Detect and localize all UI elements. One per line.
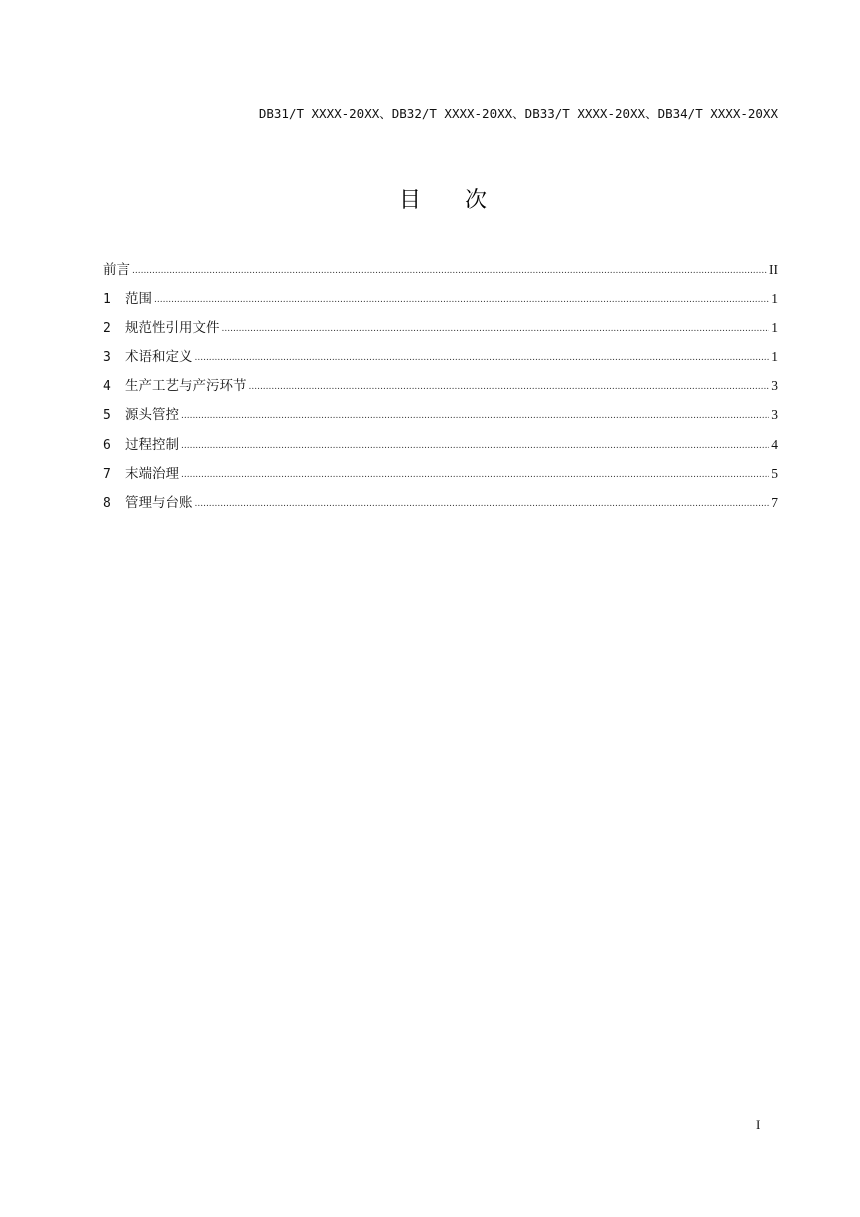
toc-entry-number: 8: [103, 495, 111, 511]
toc-entry-label: 前言: [103, 262, 130, 278]
toc-leader-dots: [195, 494, 770, 514]
table-of-contents: [103, 260, 778, 522]
toc-entry-page: 1: [771, 291, 778, 307]
toc-entry-1[interactable]: [103, 289, 778, 318]
standard-codes-header: DB31/T XXXX-20XX、DB32/T XXXX-20XX、DB33/T XXXX-20XX、DB34/T XXXX-20XX: [258, 106, 778, 121]
toc-entry-6[interactable]: [103, 435, 778, 464]
toc-entry-number: 1: [103, 292, 111, 308]
toc-leader-dots: [181, 436, 769, 456]
toc-entry-page: 5: [771, 465, 778, 481]
toc-leader-dots: [222, 319, 770, 339]
toc-entry-label: 过程控制: [125, 436, 179, 453]
toc-entry-label: 范围: [125, 291, 152, 308]
toc-entry-page: II: [769, 262, 778, 277]
toc-entry-number: 2: [103, 321, 111, 337]
toc-leader-dots: [132, 261, 767, 281]
page-title: [0, 183, 860, 214]
toc-entry-label: 源头管控: [125, 407, 179, 424]
toc-entry-page: 1: [771, 349, 778, 365]
toc-entry-label: 生产工艺与产污环节: [125, 378, 247, 395]
toc-entry-label: 规范性引用文件: [125, 320, 220, 337]
toc-entry-label: 术语和定义: [125, 349, 193, 366]
toc-entry-number: 4: [103, 379, 111, 395]
toc-entry-4[interactable]: [103, 376, 778, 405]
toc-entry-label: 管理与台账: [125, 494, 193, 511]
toc-leader-dots: [195, 348, 770, 368]
toc-entry-number: 5: [103, 408, 111, 424]
toc-entry-8[interactable]: [103, 493, 778, 522]
toc-entry-page: 3: [771, 378, 778, 394]
toc-entry-label: 末端治理: [125, 465, 179, 482]
toc-leader-dots: [181, 406, 769, 426]
toc-entry-3[interactable]: [103, 347, 778, 376]
toc-leader-dots: [181, 465, 769, 485]
toc-entry-foreword[interactable]: [103, 260, 778, 289]
toc-entry-page: 4: [771, 436, 778, 452]
toc-entry-7[interactable]: [103, 464, 778, 493]
toc-leader-dots: [249, 377, 770, 397]
toc-entry-2[interactable]: [103, 318, 778, 347]
title-char-2: 次: [465, 188, 490, 213]
title-char-1: 目: [398, 188, 423, 213]
toc-entry-page: 7: [771, 494, 778, 510]
toc-entry-page: 3: [771, 407, 778, 423]
toc-entry-number: 6: [103, 437, 111, 453]
toc-entry-page: 1: [771, 320, 778, 336]
page-number: I: [756, 1117, 761, 1132]
toc-entry-number: 3: [103, 350, 111, 366]
toc-entry-number: 7: [103, 466, 111, 482]
toc-entry-5[interactable]: [103, 405, 778, 434]
toc-leader-dots: [154, 290, 769, 310]
